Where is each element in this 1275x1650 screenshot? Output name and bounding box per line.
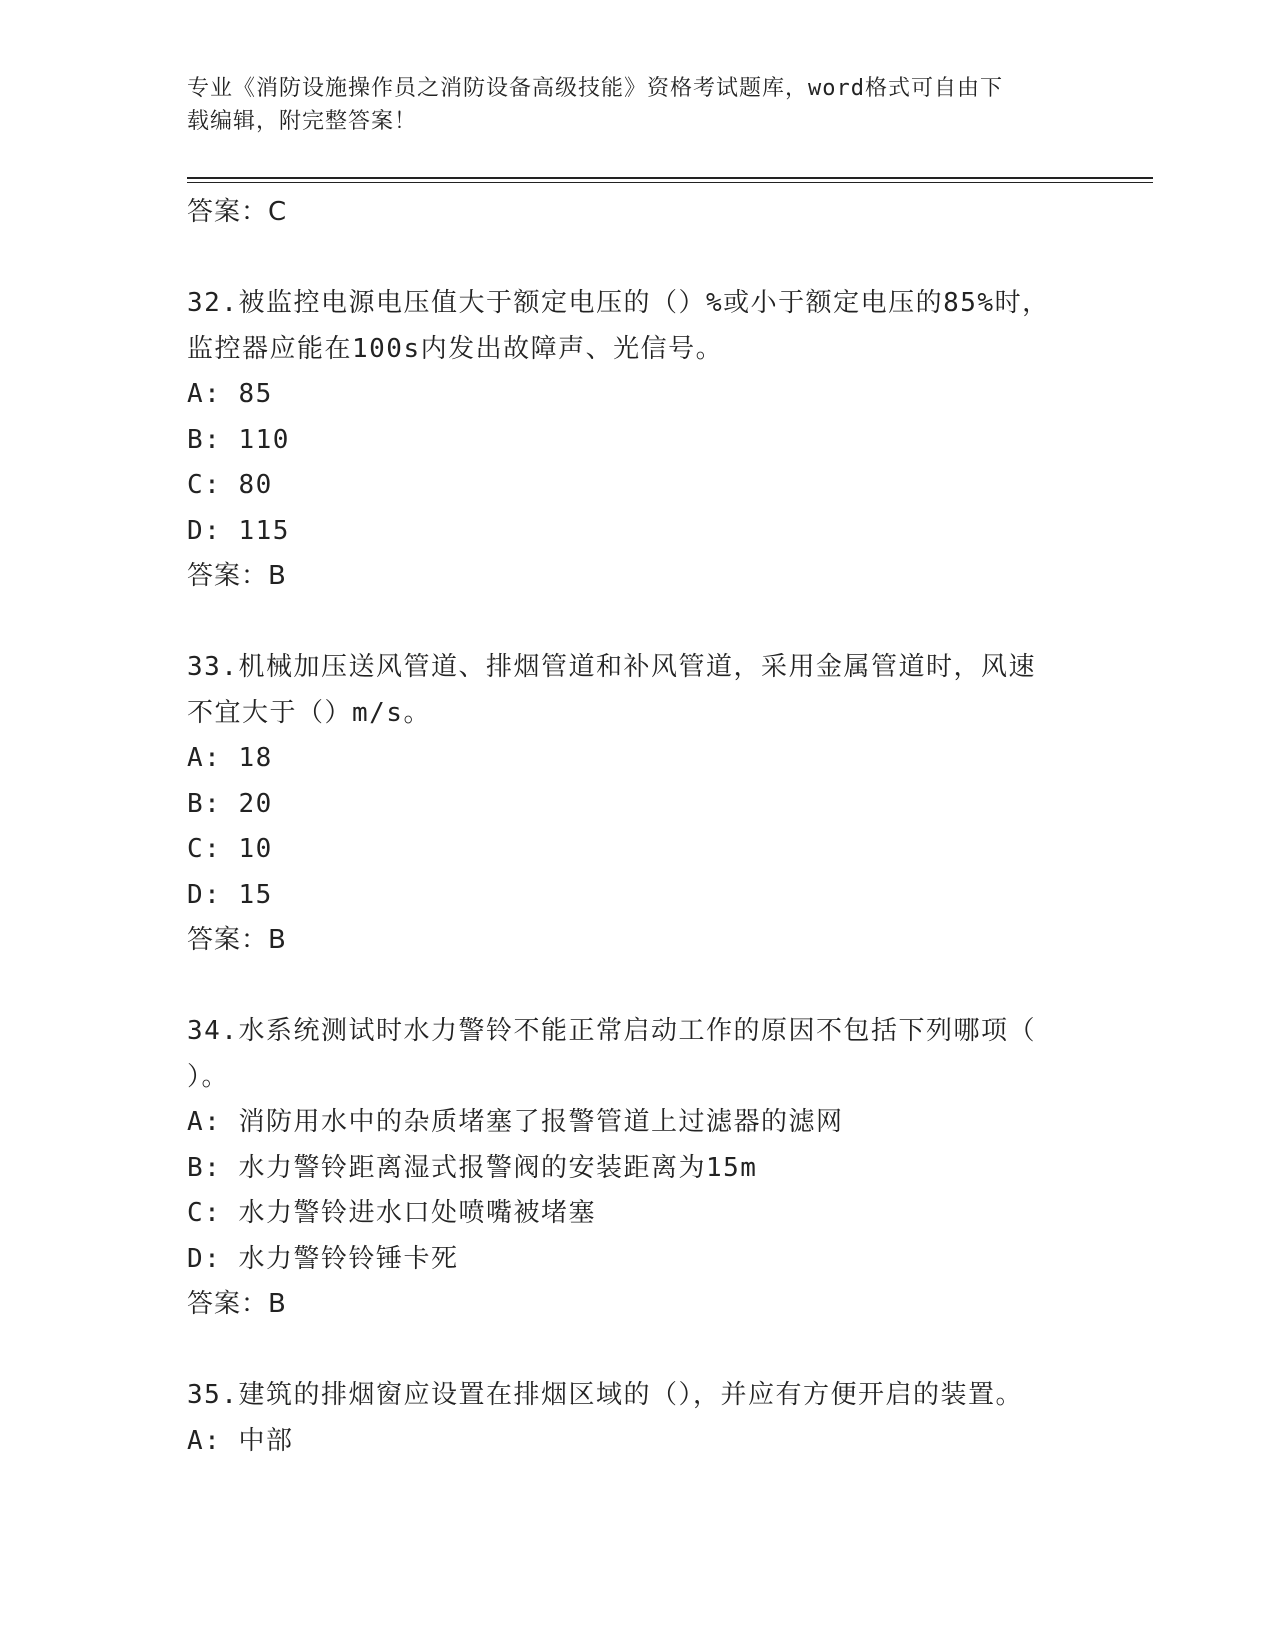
question-stem: 34.水系统测试时水力警铃不能正常启动工作的原因不包括下列哪项（ — [187, 1016, 1036, 1046]
option-d: D: 15 — [187, 879, 273, 910]
option-a: A: 消防用水中的杂质堵塞了报警管道上过滤器的滤网 — [187, 1107, 844, 1137]
question-stem: 监控器应能在100s内发出故障声、光信号。 — [187, 333, 724, 364]
answer: 答案：B — [187, 1289, 287, 1319]
option-a: A: 18 — [187, 743, 273, 773]
option-b: B: 水力警铃距离湿式报警阀的安装距离为15m — [187, 1152, 758, 1183]
question-34 — [187, 1009, 1087, 1328]
option-c: C: 10 — [187, 834, 273, 864]
option-c: C: 水力警铃进水口处喷嘴被堵塞 — [187, 1198, 596, 1228]
answer: 答案：B — [187, 925, 287, 955]
answer: 答案：B — [187, 561, 287, 591]
header-line-2: 载编辑，附完整答案！ — [187, 109, 418, 134]
document-header — [187, 72, 1067, 138]
option-d: D: 115 — [187, 515, 290, 546]
question-stem: 33.机械加压送风管道、排烟管道和补风管道，采用金属管道时，风速 — [187, 652, 1036, 682]
option-a: A: 85 — [187, 379, 273, 409]
question-32 — [187, 281, 1087, 600]
header-line-1: 专业《消防设施操作员之消防设备高级技能》资格考试题库，word格式可自由下 — [187, 76, 1003, 101]
question-35 — [187, 1373, 1087, 1464]
question-stem: 35.建筑的排烟窗应设置在排烟区域的（），并应有方便开启的装置。 — [187, 1380, 1023, 1410]
question-stem: 不宜大于（）m/s。 — [187, 697, 431, 728]
option-d: D: 水力警铃铃锤卡死 — [187, 1243, 459, 1274]
previous-answer: 答案：C — [187, 197, 288, 227]
question-33 — [187, 645, 1087, 964]
question-list — [187, 190, 1087, 1464]
header-divider — [187, 177, 1153, 179]
option-b: B: 110 — [187, 424, 290, 455]
header-divider-thin — [187, 182, 1153, 183]
question-stem: ）。 — [187, 1061, 230, 1092]
question-stem: 32.被监控电源电压值大于额定电压的（）%或小于额定电压的85%时， — [187, 288, 1050, 318]
option-a: A: 中部 — [187, 1425, 294, 1456]
option-c: C: 80 — [187, 470, 273, 500]
option-b: B: 20 — [187, 788, 273, 819]
